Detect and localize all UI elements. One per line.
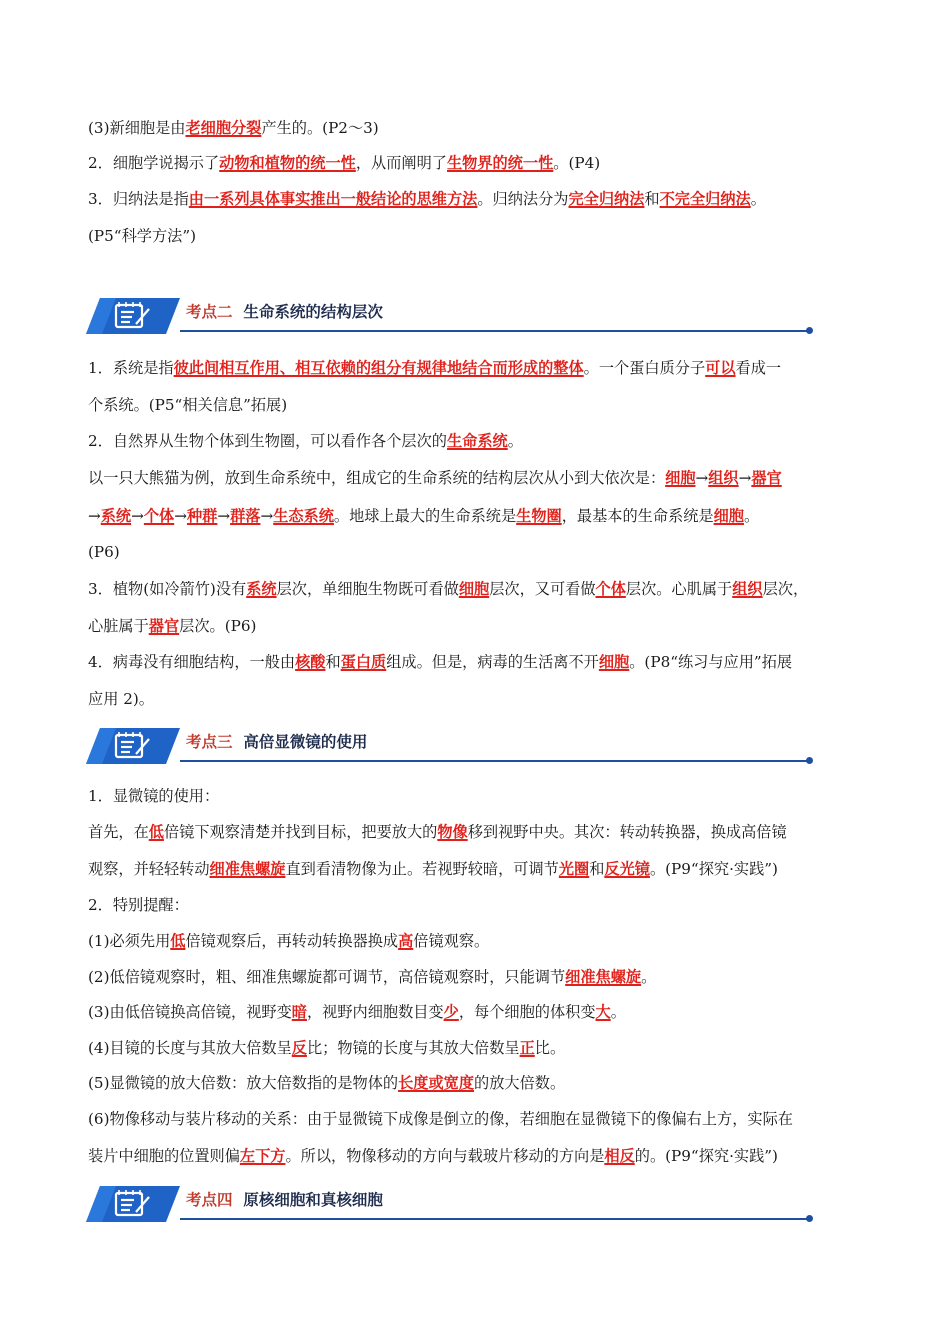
text-segment: 层次， (762, 580, 809, 598)
text-line (88, 931, 489, 951)
text-segment: 的。(P9“探究·实践”) (634, 1147, 778, 1165)
text-segment: 和 (325, 653, 341, 671)
answer-highlight: 相反 (604, 1147, 635, 1165)
text-line (88, 616, 256, 636)
text-line (88, 1002, 626, 1022)
text-segment: 心脏属于 (88, 617, 149, 635)
text-segment: 。 (743, 507, 760, 525)
text-segment: (P5“科学方法”) (88, 227, 197, 245)
text-segment: (4)目镜的长度与其放大倍数呈 (88, 1039, 292, 1057)
text-segment: 比。 (534, 1039, 566, 1057)
text-segment: 的放大倍数。 (474, 1074, 566, 1092)
answer-highlight: 组织 (708, 469, 739, 487)
answer-highlight: 细准焦螺旋 (209, 860, 286, 878)
answer-highlight: 个体 (595, 580, 626, 598)
answer-highlight: 低 (148, 823, 164, 841)
text-segment: 2．特别提醒： (88, 896, 189, 914)
answer-highlight: 核酸 (295, 653, 326, 671)
text-segment: 4．病毒没有细胞结构，一般由 (88, 653, 296, 671)
answer-highlight: 个体 (143, 507, 175, 525)
answer-highlight: 彼此间相互作用、相互依赖的组分有规律地结合而形成的整体 (173, 359, 584, 377)
answer-highlight: 细胞 (458, 580, 490, 598)
text-segment: 1．系统是指 (88, 359, 174, 377)
text-segment: → (88, 507, 101, 525)
text-segment: → (695, 469, 709, 487)
section-underline (180, 760, 808, 762)
text-line (88, 189, 766, 209)
answer-highlight: 器官 (751, 469, 782, 487)
answer-highlight: 生命系统 (446, 432, 508, 450)
text-line (88, 579, 808, 599)
section-name: 原核细胞和真核细胞 (243, 1191, 383, 1209)
section-underline (180, 330, 808, 332)
answer-highlight: 物像 (437, 823, 468, 841)
text-line (88, 967, 656, 987)
text-line (88, 226, 196, 246)
text-segment: → (217, 507, 231, 525)
text-segment: ，视野内细胞数目变 (306, 1003, 444, 1021)
text-segment: (6)物像移动与装片移动的关系：由于显微镜下成像是倒立的像，若细胞在显微镜下的像偏右上方，实际在 (88, 1110, 793, 1128)
text-line (88, 153, 600, 173)
text-segment: 倍镜观察后，再转动转换器换成 (185, 932, 399, 950)
text-segment: 。 (641, 968, 657, 986)
section-underline-dot (806, 1215, 813, 1222)
text-line (88, 506, 759, 526)
answer-highlight: 老细胞分裂 (185, 119, 262, 137)
text-segment: 3．归纳法是指 (88, 190, 189, 208)
answer-highlight: 反 (291, 1039, 307, 1057)
section-underline-dot (806, 757, 813, 764)
text-segment: 层次，又可看做 (489, 580, 596, 598)
answer-highlight: 完全归纳法 (568, 190, 645, 208)
answer-highlight: 不完全归纳法 (659, 190, 751, 208)
section-number: 考点二 (186, 303, 233, 321)
answer-highlight: 组织 (732, 580, 763, 598)
text-segment: 。(P9“探究·实践”) (649, 860, 778, 878)
text-line (88, 358, 781, 378)
text-segment: 和 (589, 860, 605, 878)
notebook-pen-icon (86, 728, 180, 764)
answer-highlight: 动物和植物的统一性 (219, 154, 356, 172)
text-segment: ，每个细胞的体积变 (458, 1003, 596, 1021)
answer-highlight: 高 (398, 932, 414, 950)
answer-highlight: 光圈 (558, 860, 590, 878)
text-segment: 倍镜下观察清楚并找到目标，把要放大的 (163, 823, 438, 841)
section-title (186, 1188, 383, 1210)
answer-highlight: 生物界的统一性 (446, 154, 554, 172)
text-segment: → (131, 507, 144, 525)
text-segment: 直到看清物像为止。若视野较暗，可调节 (285, 860, 559, 878)
section-header (86, 726, 814, 770)
text-segment: (3)新细胞是由 (88, 119, 186, 137)
text-segment: 移到视野中央。其次：转动转换器，换成高倍镜 (467, 823, 787, 841)
section-spacer (233, 733, 244, 751)
text-segment: 组成。但是，病毒的生活离不开 (386, 653, 599, 671)
section-spacer (233, 303, 244, 321)
text-segment: ，从而阐明了 (355, 154, 447, 172)
answer-highlight: 种群 (186, 507, 218, 525)
section-underline (180, 1218, 808, 1220)
answer-highlight: 器官 (148, 617, 180, 635)
text-segment: 装片中细胞的位置则偏 (88, 1147, 240, 1165)
text-segment: 。(P4) (553, 154, 601, 172)
answer-highlight: 少 (443, 1003, 459, 1021)
answer-highlight: 系统 (100, 507, 132, 525)
text-segment: → (174, 507, 187, 525)
text-segment: 层次。心肌属于 (625, 580, 733, 598)
text-segment: (5)显微镜的放大倍数：放大倍数指的是物体的 (88, 1074, 399, 1092)
answer-highlight: 长度或宽度 (398, 1074, 475, 1092)
answer-highlight: 由一系列具体事实推出一般结论的思维方法 (188, 190, 478, 208)
text-segment: 倍镜观察。 (413, 932, 490, 950)
answer-highlight: 生物圈 (516, 507, 562, 525)
text-line (88, 786, 219, 806)
text-segment: 和 (644, 190, 660, 208)
answer-highlight: 细胞 (598, 653, 630, 671)
answer-highlight: 正 (519, 1039, 535, 1057)
notebook-pen-icon (86, 1186, 180, 1222)
text-segment: ，最基本的生命系统是 (561, 507, 714, 525)
answer-highlight: 细胞 (665, 469, 696, 487)
text-line (88, 468, 782, 488)
text-segment: 2．自然界从生物个体到生物圈，可以看作各个层次的 (88, 432, 447, 450)
section-name: 高倍显微镜的使用 (243, 733, 368, 751)
text-line (88, 1073, 565, 1093)
text-segment: 。 (610, 1003, 626, 1021)
text-segment: 。 (507, 432, 523, 450)
text-line (88, 652, 792, 672)
text-line (88, 1038, 565, 1058)
answer-highlight: 细准焦螺旋 (565, 968, 642, 986)
text-line (88, 895, 189, 915)
text-segment: 2．细胞学说揭示了 (88, 154, 220, 172)
text-segment: (P6) (88, 543, 120, 561)
section-header (86, 296, 814, 340)
text-segment: 观察，并轻轻转动 (88, 860, 210, 878)
text-line (88, 859, 778, 879)
text-segment: 个系统。(P5“相关信息”拓展) (88, 396, 288, 414)
answer-highlight: 反光镜 (604, 860, 650, 878)
answer-highlight: 大 (595, 1003, 611, 1021)
text-line (88, 431, 523, 451)
text-line (88, 822, 787, 842)
answer-highlight: 低 (170, 932, 186, 950)
text-segment: 。地球上最大的生命系统是 (333, 507, 517, 525)
text-segment: 。所以，物像移动的方向与载玻片移动的方向是 (285, 1147, 605, 1165)
text-line (88, 689, 154, 709)
text-line (88, 395, 287, 415)
text-segment: 应用 2)。 (88, 690, 154, 708)
answer-highlight: 可以 (705, 359, 736, 377)
text-segment: 看成一 (735, 359, 782, 377)
text-segment: 产生的。(P2～3) (261, 119, 379, 137)
text-segment: (3)由低倍镜换高倍镜，视野变 (88, 1003, 292, 1021)
section-title (186, 300, 383, 322)
text-segment: 。一个蛋白质分子 (583, 359, 706, 377)
section-number: 考点三 (186, 733, 233, 751)
text-segment: 比；物镜的长度与其放大倍数呈 (306, 1039, 520, 1057)
text-segment: → (738, 469, 752, 487)
text-line (88, 1109, 793, 1129)
answer-highlight: 细胞 (713, 507, 744, 525)
text-segment: 。 (750, 190, 766, 208)
text-segment: 首先，在 (88, 823, 149, 841)
answer-highlight: 蛋白质 (340, 653, 387, 671)
text-segment: 层次，单细胞生物既可看做 (276, 580, 459, 598)
text-segment: (1)必须先用 (88, 932, 171, 950)
answer-highlight: 群落 (230, 507, 261, 525)
section-title (186, 730, 367, 752)
text-segment: (2)低倍镜观察时，粗、细准焦螺旋都可调节，高倍镜观察时，只能调节 (88, 968, 566, 986)
answer-highlight: 系统 (246, 580, 277, 598)
text-line (88, 542, 120, 562)
answer-highlight: 暗 (291, 1003, 307, 1021)
section-name: 生命系统的结构层次 (243, 303, 383, 321)
text-segment: 层次。(P6) (179, 617, 257, 635)
text-segment: 。归纳法分为 (477, 190, 569, 208)
text-segment: → (260, 507, 274, 525)
section-number: 考点四 (186, 1191, 233, 1209)
answer-highlight: 左下方 (239, 1147, 286, 1165)
section-header (86, 1184, 814, 1228)
text-segment: 3．植物(如冷箭竹)没有 (88, 580, 247, 598)
text-segment: 以一只大熊猫为例，放到生命系统中，组成它的生命系统的结构层次从小到大依次是： (88, 469, 666, 487)
section-underline-dot (806, 327, 813, 334)
text-segment: 。(P8“练习与应用”拓展 (629, 653, 793, 671)
answer-highlight: 生态系统 (273, 507, 334, 525)
text-line (88, 118, 379, 138)
text-line (88, 1146, 778, 1166)
text-segment: 1．显微镜的使用： (88, 787, 220, 805)
notebook-pen-icon (86, 298, 180, 334)
section-spacer (233, 1191, 244, 1209)
